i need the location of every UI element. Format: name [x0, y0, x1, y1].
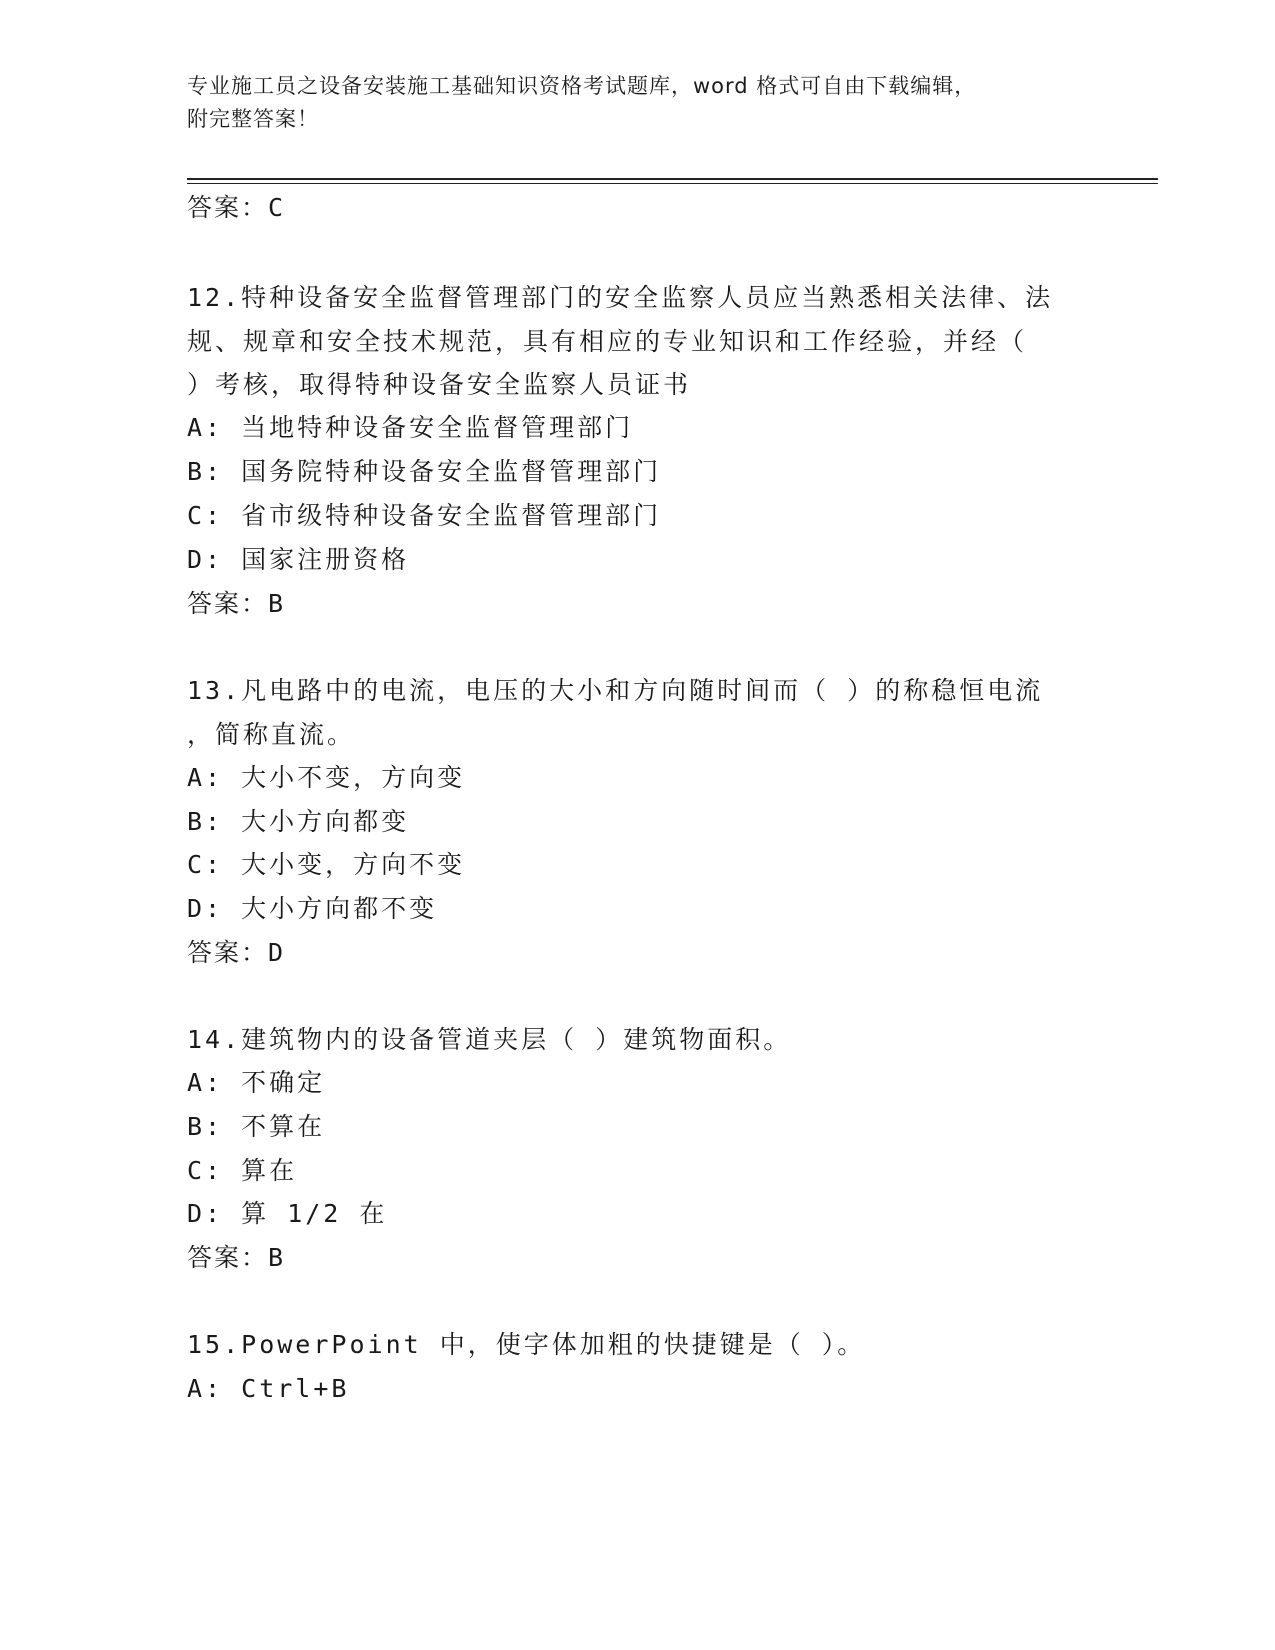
- q13-option-b: B: 大小方向都变: [187, 807, 410, 836]
- previous-answer: 答案：C: [187, 193, 286, 222]
- q14-answer: 答案：B: [187, 1243, 286, 1272]
- q13-answer: 答案：D: [187, 938, 286, 967]
- q12-stem-line-1: 12.特种设备安全监督管理部门的安全监察人员应当熟悉相关法律、法: [187, 283, 1054, 312]
- q12-option-d: D: 国家注册资格: [187, 545, 410, 574]
- q14-option-d: D: 算 1/2 在: [187, 1199, 388, 1228]
- q13-stem-line-1: 13.凡电路中的电流，电压的大小和方向随时间而（ ）的称稳恒电流: [187, 676, 1044, 705]
- q13-option-c: C: 大小变，方向不变: [187, 850, 466, 879]
- q14-stem-line-1: 14.建筑物内的设备管道夹层（ ）建筑物面积。: [187, 1025, 792, 1054]
- header-line-1: 专业施工员之设备安装施工基础知识资格考试题库，word 格式可自由下载编辑，: [187, 74, 977, 98]
- q12-option-a: A: 当地特种设备安全监督管理部门: [187, 413, 634, 442]
- q14-option-c: C: 算在: [187, 1156, 298, 1185]
- q12-stem-line-3: ）考核，取得特种设备安全监察人员证书: [187, 370, 692, 399]
- q13-option-a: A: 大小不变，方向变: [187, 763, 466, 792]
- document-header: [187, 70, 1087, 136]
- q14-option-a: A: 不确定: [187, 1068, 326, 1097]
- q13-stem-line-2: ，简称直流。: [187, 720, 356, 749]
- q15-option-a: A: Ctrl+B: [187, 1374, 350, 1403]
- header-divider-thin: [187, 183, 1158, 184]
- q12-option-b: B: 国务院特种设备安全监督管理部门: [187, 457, 662, 486]
- q13-option-d: D: 大小方向都不变: [187, 894, 438, 923]
- q14-option-b: B: 不算在: [187, 1112, 326, 1141]
- q12-stem-line-2: 规、规章和安全技术规范，具有相应的专业知识和工作经验，并经（: [187, 327, 1028, 356]
- header-line-2: 附完整答案！: [187, 107, 319, 131]
- q12-option-c: C: 省市级特种设备安全监督管理部门: [187, 501, 662, 530]
- header-divider-thick: [187, 178, 1158, 180]
- q15-stem-line-1: 15.PowerPoint 中，使字体加粗的快捷键是（ ）。: [187, 1330, 866, 1359]
- q12-answer: 答案：B: [187, 589, 286, 618]
